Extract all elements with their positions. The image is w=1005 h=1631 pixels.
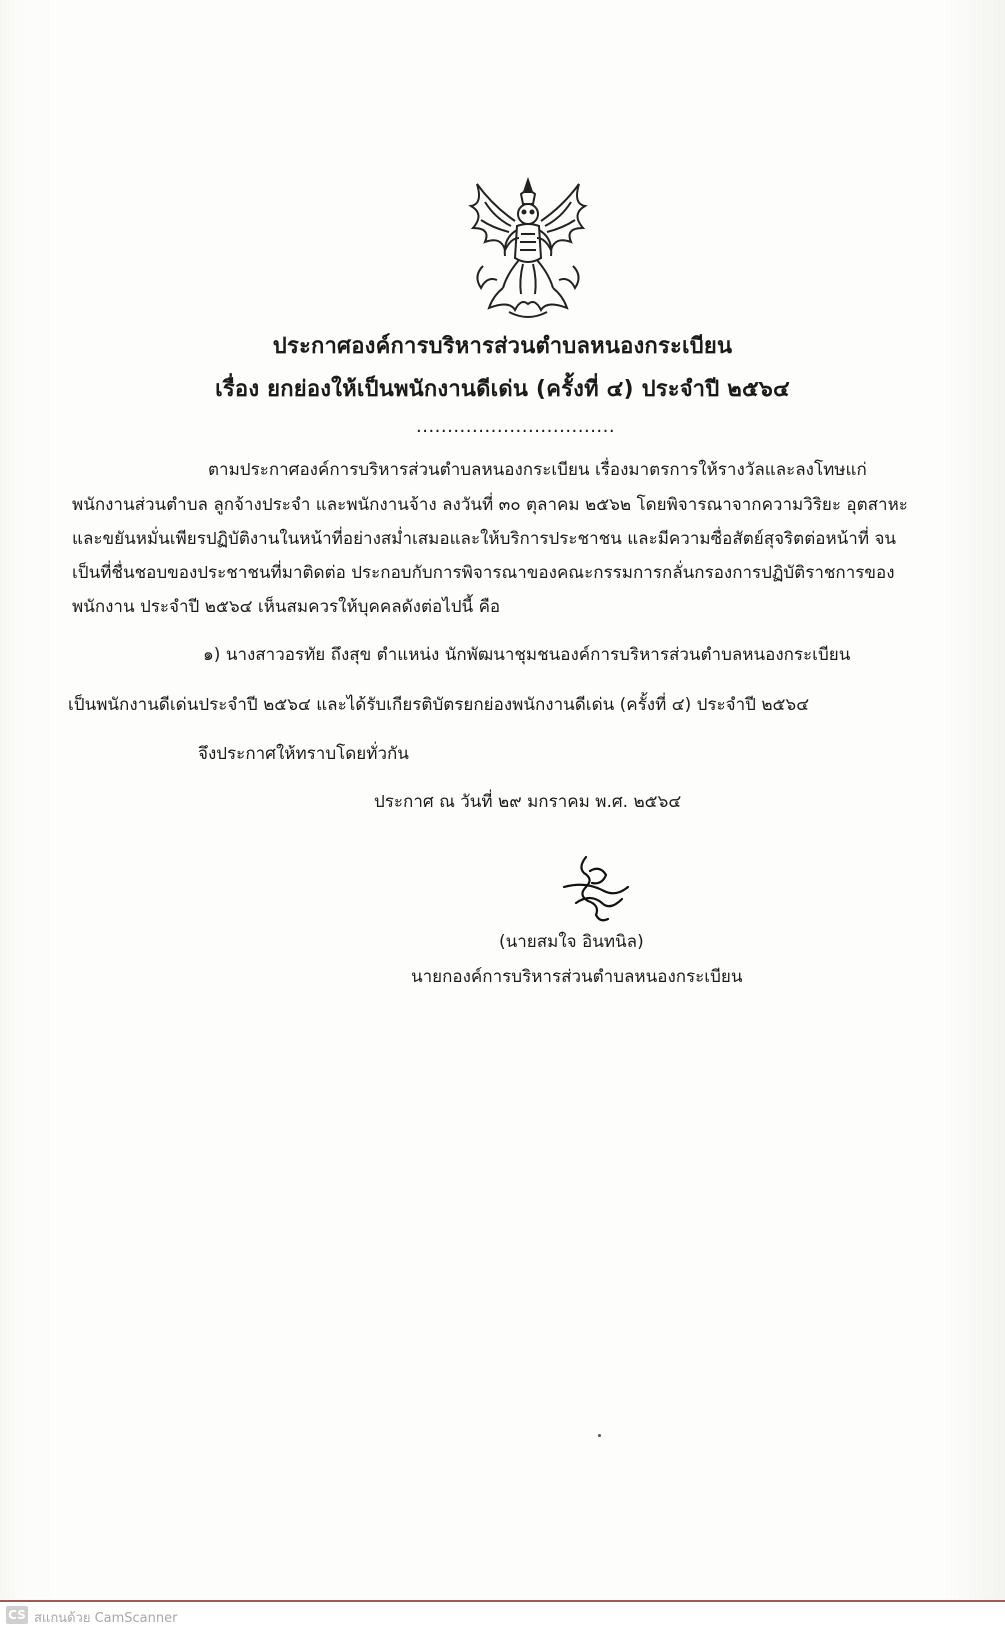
awardee-item: ๑) นางสาวอรทัย ถึงสุข ตำแหน่ง นักพัฒนาชุมชนองค์การบริหารส่วนตำบลหนองกระเบียน: [203, 645, 851, 665]
scan-speck: [598, 1434, 601, 1437]
announcement-date: ประกาศ ณ วันที่ ๒๙ มกราคม พ.ศ. ๒๕๖๔: [374, 792, 682, 812]
signer-name: (นายสมใจ อินทนิล): [499, 932, 644, 952]
announcement-title: ประกาศองค์การบริหารส่วนตำบลหนองกระเบียน: [272, 334, 733, 359]
paragraph-line: พนักงานส่วนตำบล ลูกจ้างประจำ และพนักงานจ้าง ลงวันที่ ๓๐ ตุลาคม ๒๕๖๒ โดยพิจารณาจากความวิริยะ อุตสาหะ: [72, 495, 908, 515]
handwritten-signature-icon: [556, 853, 636, 928]
camscanner-logo-icon: CS: [6, 1606, 28, 1624]
camscanner-watermark: สแกนด้วย CamScanner: [34, 1611, 178, 1626]
awardee-item-continuation: เป็นพนักงานดีเด่นประจำปี ๒๕๖๔ และได้รับเกียรติบัตรยกย่องพนักงานดีเด่น (ครั้งที่ ๔) ประจำปี ๒๕๖๔: [68, 695, 810, 715]
paragraph-line: พนักงาน ประจำปี ๒๕๖๔ เห็นสมควรให้บุคคลดังต่อไปนี้ คือ: [72, 597, 501, 617]
paragraph-line: และขยันหมั่นเพียรปฏิบัติงานในหน้าที่อย่างสม่ำเสมอและให้บริการประชาชน และมีความซื่อสัตย์สุจริตต่อหน้าที่ จน: [72, 529, 897, 549]
closing-statement: จึงประกาศให้ทราบโดยทั่วกัน: [198, 744, 409, 764]
garuda-emblem-icon: [463, 176, 593, 321]
title-separator: ................................: [416, 416, 616, 437]
paragraph-line: เป็นที่ชื่นชอบของประชาชนที่มาติดต่อ ประกอบกับการพิจารณาของคณะกรรมการกลั่นกรองการปฏิบัติราชการของ: [72, 563, 895, 583]
paragraph-line: ตามประกาศองค์การบริหารส่วนตำบลหนองกระเบียน เรื่องมาตรการให้รางวัลและลงโทษแก่: [208, 460, 867, 480]
announcement-subject: เรื่อง ยกย่องให้เป็นพนักงานดีเด่น (ครั้งที่ ๔) ประจำปี ๒๕๖๔: [215, 377, 790, 402]
signer-position: นายกองค์การบริหารส่วนตำบลหนองกระเบียน: [411, 967, 743, 987]
